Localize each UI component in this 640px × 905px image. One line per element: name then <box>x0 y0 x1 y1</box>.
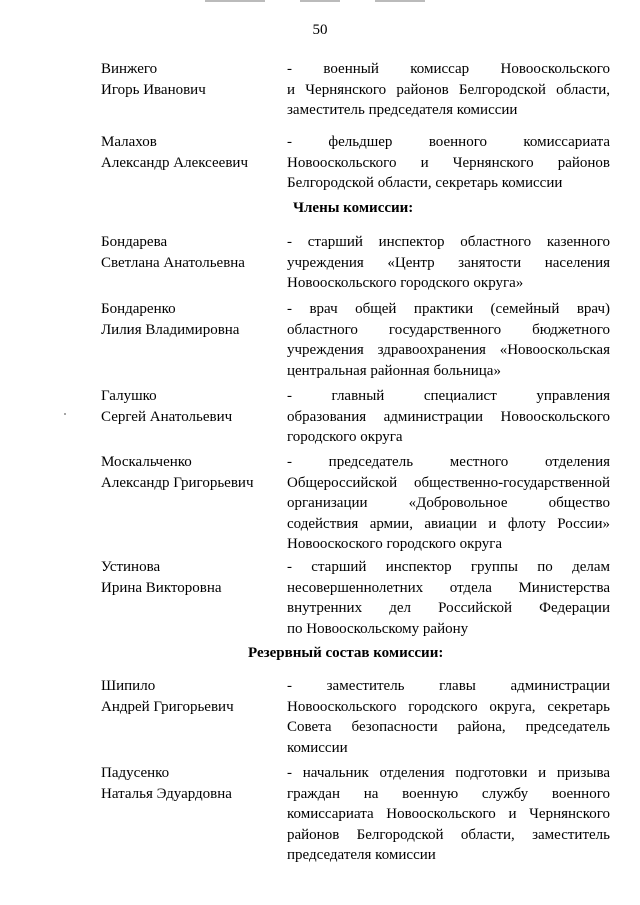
person-name <box>101 452 281 494</box>
person-name <box>101 386 281 428</box>
surname: Падусенко <box>101 765 170 781</box>
surname: Малахов <box>101 134 157 150</box>
given-names: Сергей Анатольевич <box>101 409 233 425</box>
person-role <box>287 676 610 758</box>
role-line: граждан на военную службу военного <box>287 785 610 802</box>
surname: Винжего <box>101 61 158 77</box>
reserve-heading: Резервный состав комиссии: <box>248 645 444 661</box>
role-line: - старший инспектор группы по делам <box>287 559 610 575</box>
surname: Галушко <box>101 388 157 404</box>
role-line: учреждения здравоохранения «Новооскольская <box>287 342 610 358</box>
scan-speck <box>64 413 66 415</box>
role-line: председателя комиссии <box>287 847 436 863</box>
given-names: Лилия Владимировна <box>101 322 240 338</box>
role-line: - главный специалист управления <box>287 388 610 404</box>
role-line: Совета безопасности района, председатель <box>287 719 610 735</box>
role-line: центральная районная больница» <box>287 362 501 379</box>
person-name <box>101 763 281 805</box>
scan-artifact <box>205 0 265 2</box>
person-role <box>287 557 610 639</box>
given-names: Андрей Григорьевич <box>101 699 234 715</box>
role-line: - заместитель главы администрации <box>287 678 610 694</box>
person-name <box>101 676 281 718</box>
role-line: внутренних дел Российской Федерации <box>287 600 610 616</box>
role-line: Общероссийской общественно-государственной <box>287 474 610 491</box>
role-line: заместитель председателя комиссии <box>287 102 518 118</box>
given-names: Александр Алексеевич <box>101 155 248 171</box>
role-line: - фельдшер военного комиссариата <box>287 134 610 150</box>
person-role <box>287 452 610 555</box>
person-role <box>287 386 610 448</box>
role-line: Новооскольского городского округа» <box>287 275 524 291</box>
role-line: комиссии <box>287 739 348 756</box>
surname: Шипило <box>101 678 156 694</box>
surname: Бондарева <box>101 234 168 250</box>
role-line: организации «Добровольное общество <box>287 495 610 511</box>
role-line: Новооскоского городского округа <box>287 536 503 552</box>
role-line: по Новооскольскому району <box>287 620 469 637</box>
person-role <box>287 299 610 381</box>
role-line: - старший инспектор областного казенного <box>287 234 610 250</box>
role-line: - председатель местного отделения <box>287 454 610 470</box>
role-line: - начальник отделения подготовки и призыва <box>287 765 610 781</box>
given-names: Игорь Иванович <box>101 82 206 98</box>
person-role <box>287 763 610 866</box>
role-line: Новооскольского и Чернянского районов <box>287 154 610 171</box>
person-role <box>287 59 610 121</box>
page-number: 50 <box>312 22 328 38</box>
person-name <box>101 557 281 599</box>
person-role <box>287 132 610 194</box>
scan-artifact <box>375 0 425 2</box>
role-line: Новооскольского городского округа, секретарь <box>287 698 610 715</box>
surname: Устинова <box>101 559 161 575</box>
role-line: Белгородской области, секретарь комиссии <box>287 175 563 191</box>
role-line: образования администрации Новооскольского <box>287 408 610 425</box>
role-line: несовершеннолетних отдела Министерства <box>287 579 610 596</box>
role-line: - врач общей практики (семейный врач) <box>287 301 610 317</box>
person-name <box>101 59 281 101</box>
given-names: Александр Григорьевич <box>101 475 254 491</box>
scan-artifact <box>300 0 340 2</box>
surname: Бондаренко <box>101 301 176 317</box>
person-name <box>101 132 281 174</box>
person-role <box>287 232 610 294</box>
members-heading: Члены комиссии: <box>293 200 414 216</box>
role-line: городского округа <box>287 429 403 445</box>
role-line: комиссариата Новооскольского и Чернянского <box>287 806 610 822</box>
role-line: районов Белгородской области, заместитель <box>287 826 610 843</box>
role-line: учреждения «Центр занятости населения <box>287 254 610 271</box>
person-name <box>101 299 281 341</box>
given-names: Наталья Эдуардовна <box>101 786 232 802</box>
role-line: содействия армии, авиации и флоту России» <box>287 515 610 532</box>
role-line: областного государственного бюджетного <box>287 321 610 338</box>
role-line: - военный комиссар Новооскольского <box>287 61 610 77</box>
given-names: Ирина Викторовна <box>101 580 222 596</box>
given-names: Светлана Анатольевна <box>101 255 245 271</box>
person-name <box>101 232 281 274</box>
role-line: и Чернянского районов Белгородской области, <box>287 81 610 98</box>
surname: Москальченко <box>101 454 192 470</box>
